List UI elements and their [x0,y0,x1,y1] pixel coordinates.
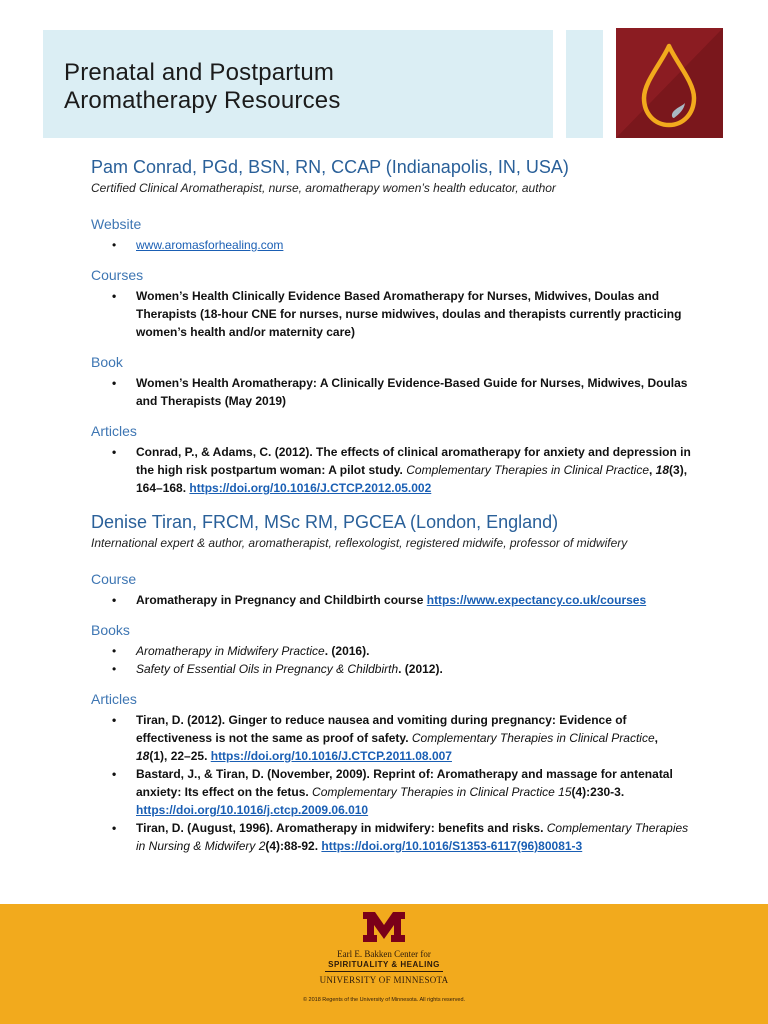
section-heading-courses: Courses [91,267,144,283]
article-citation: Bastard, J., & Tiran, D. (November, 2009). Reprint of: Aromatherapy and massage for antenatal anxiety: Its effect on the fetus. [136,767,673,799]
bullet-icon: • [112,289,117,303]
list-item [91,660,691,678]
article-citation: Tiran, D. (August, 1996). Aromatherapy in midwifery: benefits and risks. [136,821,547,835]
article-doi-link[interactable]: https://doi.org/10.1016/j.ctcp.2009.06.010 [136,803,369,817]
bullet-icon: • [112,713,117,727]
section-heading-articles: Articles [91,691,137,707]
section-heading-website: Website [91,216,142,232]
books-list [91,642,691,678]
article-journal: Complementary Therapies in Clinical Practice [411,731,655,745]
list-item [91,591,691,609]
footer-divider [325,971,443,972]
article-doi-link[interactable]: https://doi.org/10.1016/J.CTCP.2012.05.002 [189,481,432,495]
section-heading-course: Course [91,571,137,587]
article-volume: 18 [136,749,150,763]
article-citation: Tiran, D. (2012). Ginger to reduce nausea and vomiting during pregnancy: Evidence of effectiveness is not the same as proof of safety. [136,713,627,745]
section-heading-books: Books [91,622,130,638]
list-item [91,711,691,765]
article-pages: (1), 22–25. [149,749,211,763]
article-pages: (3), 164–168. [136,463,688,495]
list-item [91,236,691,254]
article-pages: (4):230-3. [571,785,625,799]
course-title: Women’s Health Clinically Evidence Based Aromatherapy for Nurses, Midwives, Doulas and Therapists (18-hour CNE for nurses, nurse midwives, doulas and therapists currently practicing women’s health and/or maternity care) [136,289,682,339]
book-title: Women’s Health Aromatherapy: A Clinically Evidence-Based Guide for Nurses, Midwives, Doulas and Therapists (May 2019) [136,376,688,408]
article-volume: 18 [655,463,670,477]
article-citation: Conrad, P., & Adams, C. (2012). The effects of clinical aromatherapy for anxiety and depression in the high risk postpartum woman: A pilot study. [136,445,691,477]
person-description: International expert & author, aromatherapist, reflexologist, registered midwife, professor of midwifery [91,536,628,550]
bullet-icon: • [112,821,117,835]
article-doi-link[interactable]: https://doi.org/10.1016/S1353-6117(96)80081-3 [321,839,583,853]
copyright-text: © 2018 Regents of the University of Minnesota. All rights reserved. [302,997,466,1003]
bullet-icon: • [112,376,117,390]
course-title: Aromatherapy in Pregnancy and Childbirth course [136,593,427,607]
center-name-line-2: SPIRITUALITY & HEALING [328,960,440,969]
list-item [91,642,691,660]
article-journal: Complementary Therapies in Clinical Practice [406,463,649,477]
article-journal: Complementary Therapies in Clinical Practice 15 [312,785,572,799]
drop-logo [616,28,723,138]
resource-list [91,154,691,867]
bullet-icon: • [112,445,117,459]
section-heading-articles: Articles [91,423,137,439]
list-item [91,765,691,819]
person-description: Certified Clinical Aromatherapist, nurse, aromatherapy women’s health educator, author [91,181,556,195]
footer-band [0,904,768,1024]
header-accent-bar [566,30,603,138]
article-doi-link[interactable]: https://doi.org/10.1016/J.CTCP.2011.08.007 [210,749,452,763]
articles-list [91,711,691,855]
university-name: UNIVERSITY OF MINNESOTA [319,975,449,985]
list-item [91,819,691,855]
bullet-icon: • [112,662,117,676]
section-heading-book: Book [91,354,123,370]
person-name: Denise Tiran, FRCM, MSc RM, PGCEA (London, England) [91,512,559,532]
list-item [91,443,691,497]
course-link[interactable]: https://www.expectancy.co.uk/courses [426,593,647,607]
article-pages: (4):88-92. [265,839,322,853]
book-title: Safety of Essential Oils in Pregnancy & Childbirth [136,662,399,676]
courses-list [91,287,691,341]
article-separator: , [654,731,658,745]
articles-list [91,443,691,497]
article-journal: Complementary Therapies in Nursing & Midwifery 2 [136,821,689,853]
article-separator: , [649,463,656,477]
list-item [91,287,691,341]
university-m-logo-icon [361,910,407,944]
website-link[interactable]: www.aromasforhealing.com [136,238,284,252]
bullet-icon: • [112,644,117,658]
book-list [91,374,691,410]
center-name-line-1: Earl E. Bakken Center for [337,949,431,959]
book-title: Aromatherapy in Midwifery Practice [136,644,325,658]
course-list [91,591,691,609]
bullet-icon: • [112,238,117,252]
oil-drop-icon [616,28,723,138]
person-name: Pam Conrad, PGd, BSN, RN, CCAP (Indianapolis, IN, USA) [91,157,569,177]
title-banner [43,30,553,138]
bullet-icon: • [112,767,117,781]
website-list [91,236,691,254]
book-year: . (2012). [398,662,443,676]
bullet-icon: • [112,593,117,607]
book-year: . (2016). [324,644,370,658]
page-title-line-1: Prenatal and Postpartum [64,59,335,86]
list-item [91,374,691,410]
page-title-line-2: Aromatherapy Resources [64,87,341,114]
